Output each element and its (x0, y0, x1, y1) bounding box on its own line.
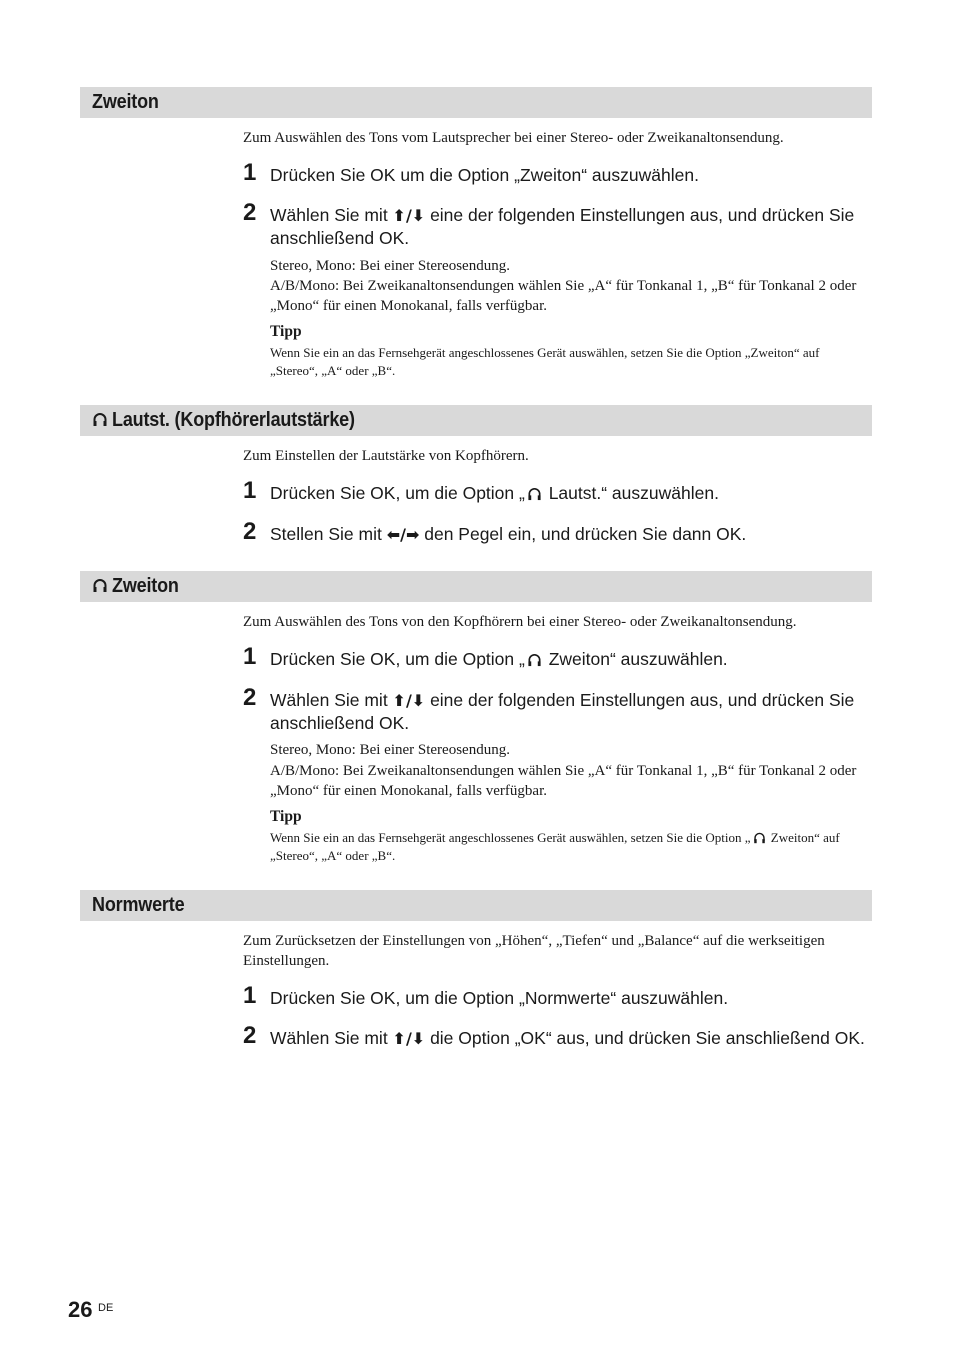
step-text: Wählen Sie mit ⬆/⬇ eine der folgenden Einstellungen aus, und drücken Sie anschließend OK. (270, 690, 855, 733)
step-number: 1 (243, 159, 257, 186)
headphone-icon (753, 831, 766, 844)
tipp-text: Wenn Sie ein an das Fernsehgerät angeschlossenes Gerät auswählen, setzen Sie die Option „Zweiton“ auf „Stereo“, „A“ oder „B“. (270, 345, 820, 378)
section-header-kopfhoerer-zweiton (80, 571, 872, 602)
detail-text: A/B/Mono: Bei Zweikanaltonsendungen wählen Sie „A“ für Tonkanal 1, „B“ für Tonkanal 2 oder „Mono“ für einen Monokanal, falls verfügbar. (270, 278, 857, 314)
headphone-icon (92, 577, 108, 593)
step-text: Drücken Sie OK, um die Option „ Zweiton“ auszuwählen. (270, 649, 728, 669)
headphone-icon (527, 652, 542, 667)
up-down-arrow-icon: ⬆/⬇ (392, 1029, 426, 1048)
section-header-normwerte (80, 890, 872, 921)
step-text: Drücken Sie OK, um die Option „Normwerte“ auszuwählen. (270, 988, 729, 1008)
page-language: DE (98, 1302, 114, 1314)
tipp-text: Wenn Sie ein an das Fernsehgerät angeschlossenes Gerät auswählen, setzen Sie die Option „ Zweiton“ auf „Stereo“, „A“ oder „B“. (270, 830, 840, 863)
section-header-lautst (80, 405, 872, 436)
headphone-icon (92, 411, 108, 427)
detail-text: Stereo, Mono: Bei einer Stereosendung. (270, 258, 510, 274)
detail-text: A/B/Mono: Bei Zweikanaltonsendungen wählen Sie „A“ für Tonkanal 1, „B“ für Tonkanal 2 oder „Mono“ für einen Monokanal, falls verfügbar. (270, 763, 857, 799)
step-number: 1 (243, 982, 257, 1009)
step-number: 1 (243, 477, 257, 504)
step-number: 2 (243, 1022, 257, 1049)
section-title: Lautst. (Kopfhörerlautstärke) (112, 409, 355, 431)
headphone-icon (527, 486, 542, 501)
section-title: Zweiton (112, 575, 179, 597)
step-number: 2 (243, 684, 257, 711)
up-down-arrow-icon: ⬆/⬇ (392, 206, 426, 225)
section-header-zweiton (80, 87, 872, 118)
section-intro: Zum Einstellen der Lautstärke von Kopfhörern. (243, 448, 529, 464)
step-number: 2 (243, 199, 257, 226)
step-number: 2 (243, 518, 257, 545)
section-title: Normwerte (92, 894, 185, 916)
section-intro: Zum Zurücksetzen der Einstellungen von „Höhen“, „Tiefen“ und „Balance“ auf die werkseitigen Einstellungen. (243, 933, 825, 969)
tipp-heading: Tipp (270, 808, 302, 825)
up-down-arrow-icon: ⬆/⬇ (392, 691, 426, 710)
left-right-arrow-icon: ⬅/➡ (386, 525, 420, 544)
step-text: Wählen Sie mit ⬆/⬇ die Option „OK“ aus, und drücken Sie anschließend OK. (270, 1028, 865, 1048)
tipp-heading: Tipp (270, 323, 302, 340)
step-text: Drücken Sie OK, um die Option „ Lautst.“ auszuwählen. (270, 483, 719, 503)
page-number: 26 (68, 1297, 93, 1322)
step-text: Stellen Sie mit ⬅/➡ den Pegel ein, und drücken Sie dann OK. (270, 524, 747, 544)
step-text: Wählen Sie mit ⬆/⬇ eine der folgenden Einstellungen aus, und drücken Sie anschließend OK. (270, 205, 855, 248)
section-intro: Zum Auswählen des Tons von den Kopfhörern bei einer Stereo- oder Zweikanaltonsendung. (243, 614, 797, 630)
section-title: Zweiton (92, 91, 159, 113)
detail-text: Stereo, Mono: Bei einer Stereosendung. (270, 742, 510, 758)
step-text: Drücken Sie OK um die Option „Zweiton“ auszuwählen. (270, 165, 699, 185)
section-intro: Zum Auswählen des Tons vom Lautsprecher bei einer Stereo- oder Zweikanaltonsendung. (243, 130, 784, 146)
step-number: 1 (243, 643, 257, 670)
